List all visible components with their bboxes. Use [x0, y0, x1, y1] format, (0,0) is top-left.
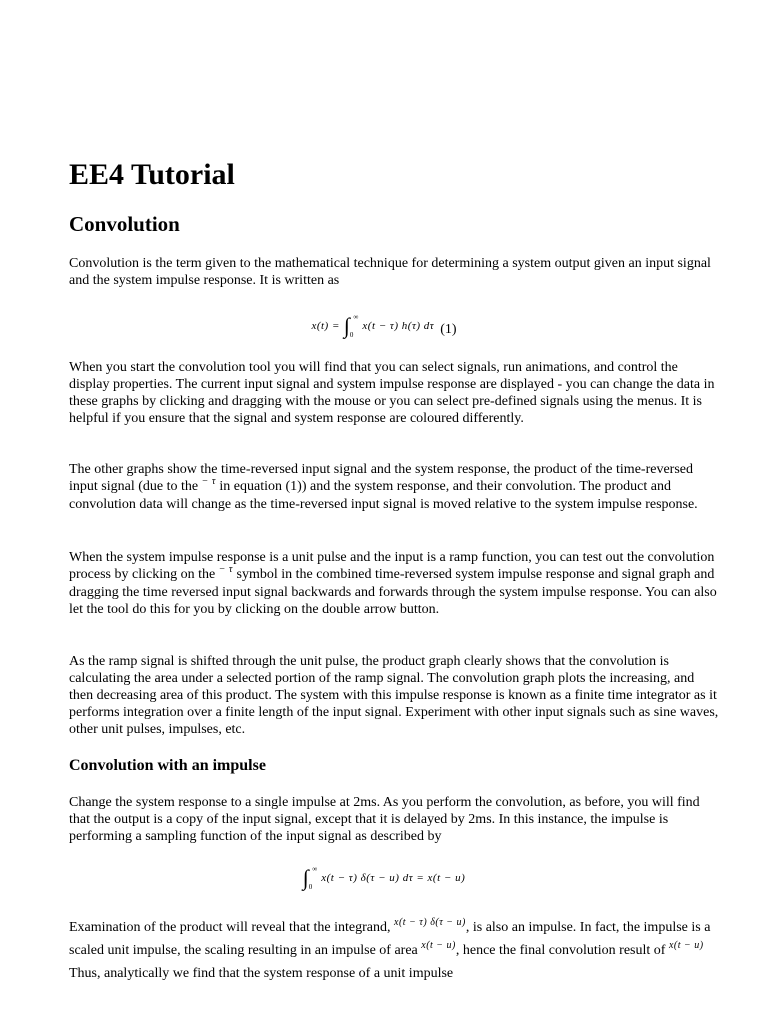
paragraph-intro: Convolution is the term given to the mathematical technique for determining a system output given an input signal and the system impulse response. It is written as [69, 256, 711, 288]
equation-1-number: (1) [440, 322, 457, 337]
minus-tau-symbol: − τ [201, 476, 216, 487]
integral-lower-limit: 0 [308, 883, 313, 891]
equation-1-rhs: x(t − τ) h(τ) dτ [362, 320, 435, 332]
integral-upper-limit: ∞ [312, 865, 318, 873]
equation-1 [0, 313, 768, 339]
equation-2-body: x(t − τ) δ(τ − u) dτ = x(t − u) [321, 872, 466, 884]
equation-2 [0, 865, 768, 891]
minus-tau-symbol: − τ [218, 564, 234, 575]
integral-lower-limit: 0 [349, 331, 354, 339]
integral-symbol: ∫ [302, 865, 309, 890]
paragraph-tool-start: When you start the convolution tool you will find that you can select signals, run animations, and control the display properties. The current input signal and system impulse response are displayed - you can change the data in these graphs by clicking and dragging with the mouse or you can select pre-defined signals using the menus. It is helpful if you ensure that the signal and system response are coloured differently. [69, 360, 715, 426]
paragraph-examination [69, 917, 721, 985]
paragraph-text: , hence the final convolution result of [455, 943, 666, 958]
section-heading-convolution: Convolution [69, 212, 180, 236]
result-math: x(t − u) [668, 940, 704, 951]
paragraph-text: Thus, analytically we find that the system response of a unit impulse [69, 966, 454, 981]
paragraph-text: symbol in the combined time-reversed system impulse response and signal graph and dragging the time reversed input signal backwards and forwards through the system impulse response. You can also let the tool do this for you by clicking on the double arrow button. [69, 567, 717, 617]
paragraph-text: When the system impulse response is a unit pulse and the input is a ramp function, you can test out the convolution process by clicking on the [69, 550, 715, 582]
paragraph-text: in equation (1)) and the system response, and their convolution. The product and convolution data will change as the time-reversed input signal is moved relative to the system impulse response. [69, 479, 698, 512]
page-title: EE4 Tutorial [69, 158, 235, 191]
paragraph-text: Examination of the product will reveal that the integrand, [69, 920, 391, 935]
integrand-math: x(t − τ) δ(τ − u) [394, 917, 466, 928]
paragraph-unit-pulse [69, 549, 721, 618]
paragraph-text: , is also an impulse. In fact, the impulse is a scaled unit impulse, the scaling resulting in an impulse of area [69, 920, 711, 958]
paragraph-ramp-signal: As the ramp signal is shifted through the unit pulse, the product graph clearly shows that the convolution is calculating the area under a selected portion of the ramp signal. The convolution graph plots the increasing, and then decreasing area of this product. The system with this impulse response is known as a finite time integrator as it performs integration over a finite length of the input signal. Experiment with other input signals such as sine waves, other unit pulses, impulses, etc. [69, 654, 719, 737]
paragraph-impulse: Change the system response to a single impulse at 2ms. As you perform the convolution, as before, you will find that the output is a copy of the input signal, except that it is delayed by 2ms. In this instance, the impulse is performing a sampling function of the input signal as described by [69, 795, 700, 844]
paragraph-other-graphs [69, 461, 721, 513]
subsection-heading-impulse: Convolution with an impulse [69, 757, 266, 774]
integral-upper-limit: ∞ [353, 313, 359, 321]
area-math: x(t − u) [421, 940, 456, 951]
integral-symbol: ∫ [343, 313, 350, 338]
paragraph-text: The other graphs show the time-reversed input signal and the system response, the product of the time-reversed input signal (due to the [69, 462, 693, 494]
equation-1-lhs: x(t) = [311, 320, 340, 332]
